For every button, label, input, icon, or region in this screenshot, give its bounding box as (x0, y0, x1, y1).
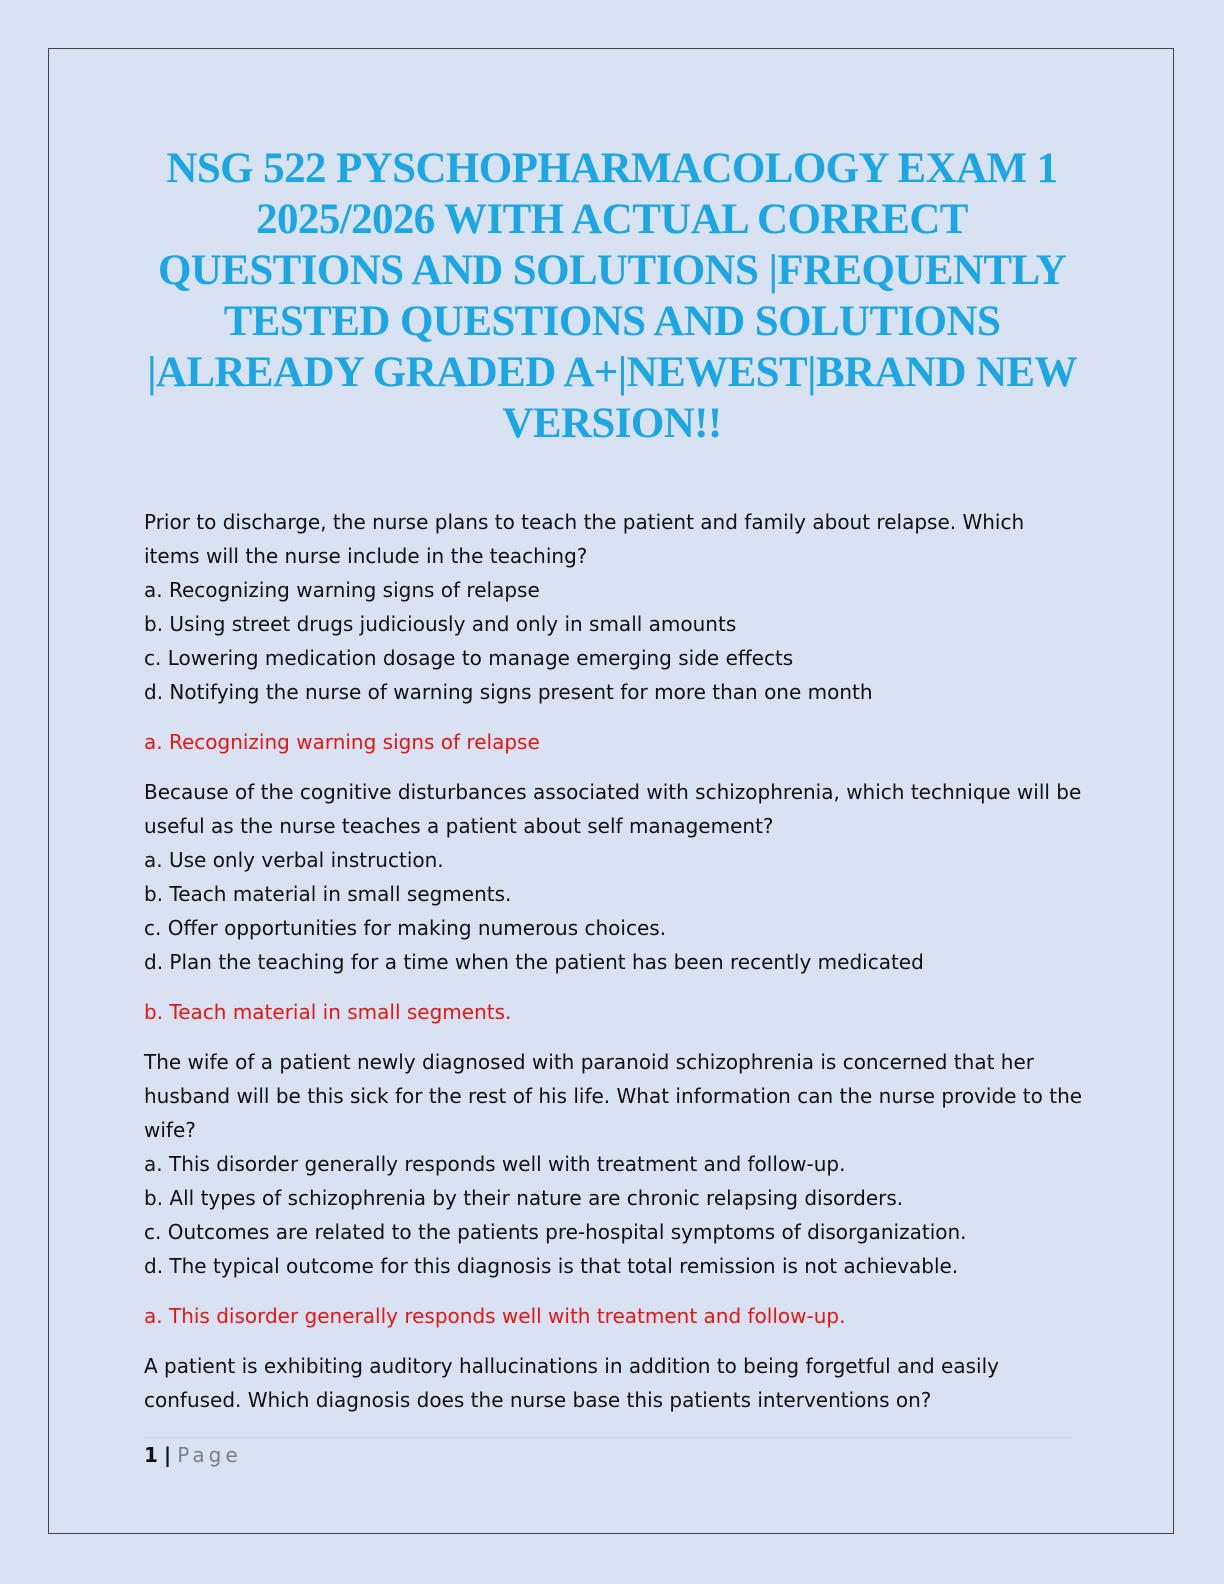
question-list (144, 505, 1084, 1417)
answer-text: a. This disorder generally responds well with treatment and follow-up. (144, 1304, 846, 1328)
question-option: b. Teach material in small segments. (144, 882, 512, 906)
page-footer (144, 1437, 1072, 1470)
question-block-1 (144, 505, 1084, 759)
page-number: 1 (144, 1443, 158, 1467)
question-option: a. Use only verbal instruction. (144, 848, 444, 872)
question-block-2 (144, 775, 1084, 1029)
footer-separator: | (163, 1443, 172, 1467)
question-text: A patient is exhibiting auditory hallucinations in addition to being forgetful and easily confused. Which diagnosis does the nurse base this patients interventions on? (144, 1354, 999, 1412)
question-text: The wife of a patient newly diagnosed with paranoid schizophrenia is concerned that her husband will be this sick for the rest of his life. What information can the nurse provide to the wife? (144, 1050, 1083, 1142)
question-option: a. Recognizing warning signs of relapse (144, 578, 540, 602)
question-option: d. Plan the teaching for a time when the patient has been recently medicated (144, 950, 924, 974)
answer-text: a. Recognizing warning signs of relapse (144, 730, 540, 754)
question-text: Prior to discharge, the nurse plans to teach the patient and family about relapse. Which items will the nurse include in the teaching? (144, 510, 1025, 568)
document-title: NSG 522 PYSCHOPHARMACOLOGY EXAM 1 2025/2026 WITH ACTUAL CORRECT QUESTIONS AND SOLUTIONS |FREQUENTLY TESTED QUESTIONS AND SOLUTIONS |ALREADY GRADED A+|NEWEST|BRAND NEW VERSION!! (147, 145, 1077, 447)
question-option: c. Outcomes are related to the patients pre-hospital symptoms of disorganization. (144, 1220, 967, 1244)
question-option: c. Lowering medication dosage to manage emerging side effects (144, 646, 794, 670)
question-block-3 (144, 1045, 1084, 1333)
question-option: b. All types of schizophrenia by their nature are chronic relapsing disorders. (144, 1186, 904, 1210)
page-label: Page (177, 1443, 242, 1467)
question-option: d. The typical outcome for this diagnosis is that total remission is not achievable. (144, 1254, 959, 1278)
question-block-4 (144, 1349, 1084, 1417)
question-option: b. Using street drugs judiciously and only in small amounts (144, 612, 737, 636)
answer-text: b. Teach material in small segments. (144, 1000, 512, 1024)
question-option: c. Offer opportunities for making numerous choices. (144, 916, 667, 940)
question-option: a. This disorder generally responds well with treatment and follow-up. (144, 1152, 846, 1176)
question-option: d. Notifying the nurse of warning signs present for more than one month (144, 680, 873, 704)
question-text: Because of the cognitive disturbances associated with schizophrenia, which technique will be useful as the nurse teaches a patient about self management? (144, 780, 1082, 838)
